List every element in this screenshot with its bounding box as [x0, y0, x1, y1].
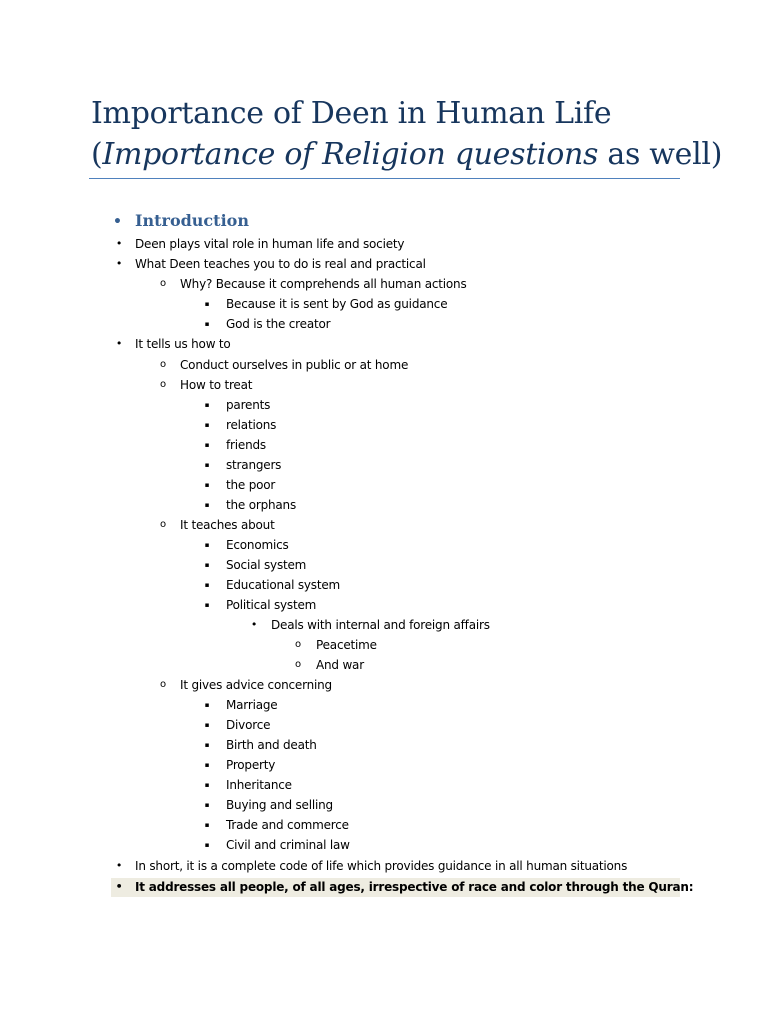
document-title — [91, 93, 723, 175]
list-item-text: Peacetime — [316, 638, 377, 652]
square-bullet-icon: ▪ — [204, 841, 210, 849]
list-item-text: Conduct ourselves in public or at home — [180, 358, 409, 372]
disc-bullet-icon: • — [115, 237, 123, 250]
square-bullet-icon: ▪ — [204, 581, 210, 589]
disc-bullet-icon: • — [113, 214, 122, 230]
square-bullet-icon: ▪ — [204, 761, 210, 769]
list-item-text: It teaches about — [180, 518, 275, 532]
list-item-text: Because it is sent by God as guidance — [226, 297, 448, 311]
list-item-text: the poor — [226, 478, 276, 492]
title-open-paren: ( — [91, 137, 103, 172]
list-item-text: Birth and death — [226, 738, 317, 752]
disc-bullet-icon: • — [115, 859, 123, 872]
list-item-text: Trade and commerce — [226, 818, 349, 832]
list-item-text: Divorce — [226, 718, 271, 732]
square-bullet-icon: ▪ — [204, 300, 210, 308]
disc-bullet-icon: • — [115, 257, 123, 270]
list-item-text: Economics — [226, 538, 289, 552]
list-item-text: parents — [226, 398, 271, 412]
section-heading — [113, 210, 249, 233]
square-bullet-icon: ▪ — [204, 401, 210, 409]
square-bullet-icon: ▪ — [204, 801, 210, 809]
square-bullet-icon: ▪ — [204, 421, 210, 429]
list-item-text: Educational system — [226, 578, 341, 592]
list-item-text: How to treat — [180, 378, 253, 392]
section-heading-text: Introduction — [135, 211, 249, 230]
list-item-text: Buying and selling — [226, 798, 333, 812]
circle-bullet-icon: o — [295, 639, 301, 650]
square-bullet-icon: ▪ — [204, 441, 210, 449]
list-item-text: Property — [226, 758, 276, 772]
list-item-text: In short, it is a complete code of life which provides guidance in all human situations — [135, 859, 628, 873]
list-item-text: Inheritance — [226, 778, 292, 792]
list-item-text: relations — [226, 418, 277, 432]
disc-bullet-icon: • — [115, 880, 123, 893]
list-item-text: What Deen teaches you to do is real and practical — [135, 257, 426, 271]
square-bullet-icon: ▪ — [204, 561, 210, 569]
list-item-text: Deen plays vital role in human life and society — [135, 237, 405, 251]
square-bullet-icon: ▪ — [204, 461, 210, 469]
list-item-text: God is the creator — [226, 317, 331, 331]
circle-bullet-icon: o — [160, 519, 166, 530]
circle-bullet-icon: o — [160, 379, 166, 390]
title-line-2 — [91, 134, 723, 175]
list-item-text: friends — [226, 438, 266, 452]
square-bullet-icon: ▪ — [204, 601, 210, 609]
list-item-text: It gives advice concerning — [180, 678, 332, 692]
circle-bullet-icon: o — [160, 278, 166, 289]
title-italic-part: Importance of Religion questions — [102, 137, 599, 172]
list-item-text: Deals with internal and foreign affairs — [271, 618, 490, 632]
list-item-text: It addresses all people, of all ages, irrespective of race and color through the Quran: — [135, 880, 694, 894]
list-item-text: Why? Because it comprehends all human actions — [180, 277, 467, 291]
list-item-text: It tells us how to — [135, 337, 231, 351]
title-rest: as well) — [598, 137, 723, 172]
list-item-text: Civil and criminal law — [226, 838, 350, 852]
list-item-text: strangers — [226, 458, 282, 472]
square-bullet-icon: ▪ — [204, 541, 210, 549]
square-bullet-icon: ▪ — [204, 501, 210, 509]
square-bullet-icon: ▪ — [204, 781, 210, 789]
disc-bullet-icon: • — [250, 618, 258, 631]
disc-bullet-icon: • — [115, 337, 123, 350]
list-item-text: And war — [316, 658, 364, 672]
square-bullet-icon: ▪ — [204, 320, 210, 328]
list-item-text: the orphans — [226, 498, 297, 512]
circle-bullet-icon: o — [160, 359, 166, 370]
title-underline — [89, 178, 680, 179]
square-bullet-icon: ▪ — [204, 721, 210, 729]
circle-bullet-icon: o — [160, 679, 166, 690]
list-item-text: Marriage — [226, 698, 278, 712]
square-bullet-icon: ▪ — [204, 481, 210, 489]
list-item-text: Political system — [226, 598, 317, 612]
square-bullet-icon: ▪ — [204, 821, 210, 829]
list-item-text: Social system — [226, 558, 307, 572]
title-line-1: Importance of Deen in Human Life — [91, 96, 612, 131]
square-bullet-icon: ▪ — [204, 701, 210, 709]
circle-bullet-icon: o — [295, 659, 301, 670]
square-bullet-icon: ▪ — [204, 741, 210, 749]
